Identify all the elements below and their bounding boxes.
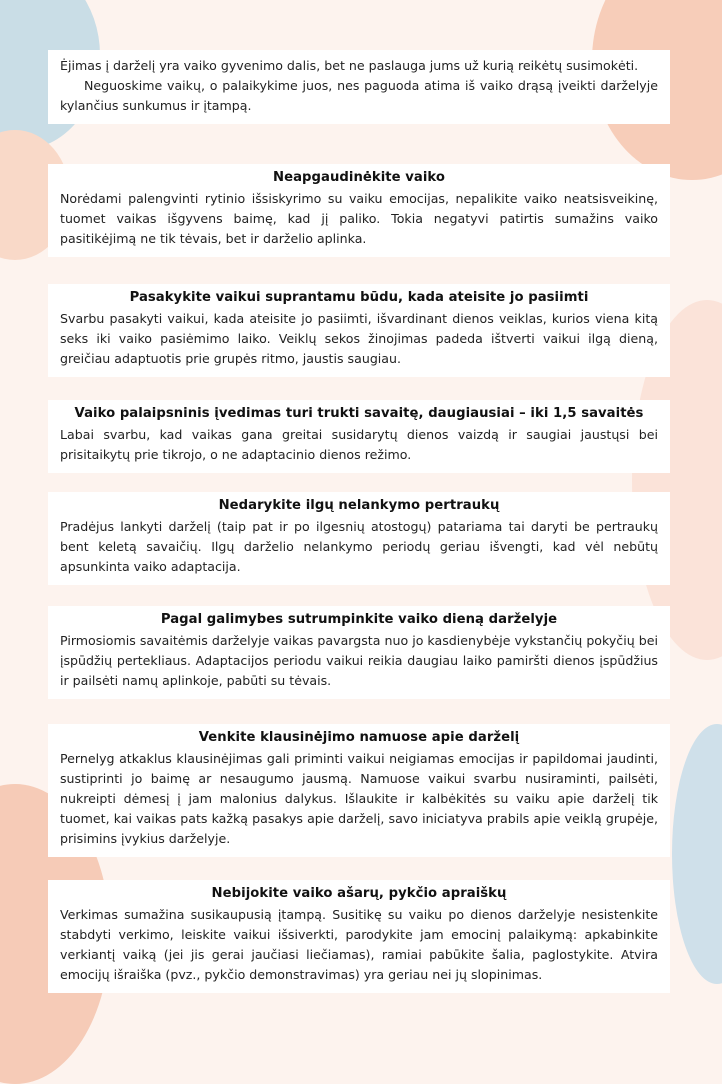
section-card: [48, 724, 670, 857]
section-card: [48, 492, 670, 585]
section-text: Verkimas sumažina susikaupusią įtampą. Susitikę su vaiku po dienos darželyje nesistenkite stabdyti verkimo, leiskite vaikui išsiverkti, parodykite jam emocinį palaikymą: apkabinkite verkiantį vaiką (jei jis gerai jaučiasi liečiamas), ramiai pabūkite šalia, paglostykite. Atvira emocijų išraiška (pvz., pykčio demonstravimas) yra geriau nei jų slopinimas.: [60, 907, 658, 982]
background-shape: [672, 724, 722, 984]
section-title: Pagal galimybes sutrumpinkite vaiko dieną darželyje: [160, 612, 558, 627]
section-card: [48, 164, 670, 257]
section-text: Svarbu pasakyti vaikui, kada ateisite jo pasiimti, išvardinant dienos veiklas, kurios viena kitą seks iki vaiko pasiėmimo laiko. Veiklų sekos žinojimas padeda ištverti vaikui ilgą dieną, greičiau adaptuotis prie grupės ritmo, jaustis saugiau.: [60, 311, 658, 366]
section-title: Venkite klausinėjimo namuose apie darželį: [198, 730, 520, 745]
intro-paragraph: Neguoskime vaikų, o palaikykime juos, nes paguoda atima iš vaiko drąsą įveikti darželyje kylančius sunkumus ir įtampą.: [60, 78, 658, 113]
section-title: Nedarykite ilgų nelankymo pertraukų: [218, 498, 500, 513]
section-text: Pradėjus lankyti darželį (taip pat ir po ilgesnių atostogų) patariama tai daryti be pertraukų bent keletą savaičių. Ilgų darželio nelankymo periodų geriau išvengti, kad vėl nebūtų apsunkinta vaiko adaptacija.: [60, 519, 658, 574]
section-text: Pirmosiomis savaitėmis darželyje vaikas pavargsta nuo jo kasdienybėje vykstančių pokyčių bei įspūdžių pertekliaus. Adaptacijos periodu vaikui reikia daugiau laiko pamiršti dienos įspūdžius ir pailsėti namų aplinkoje, pabūti su tėvais.: [60, 633, 658, 688]
section-card: [48, 880, 670, 993]
section-card: [48, 284, 670, 377]
section-title: Vaiko palaipsninis įvedimas turi trukti savaitę, daugiausiai – iki 1,5 savaitės: [74, 406, 644, 421]
section-text: Labai svarbu, kad vaikas gana greitai susidarytų dienos vaizdą ir saugiai jaustųsi bei prisitaikytų prie tikrojo, o ne adaptacinio dienos režimo.: [60, 427, 658, 462]
section-card: [48, 606, 670, 699]
section-card: [48, 400, 670, 473]
intro-card: [48, 50, 670, 124]
section-title: Neapgaudinėkite vaiko: [272, 170, 445, 185]
section-text: Norėdami palengvinti rytinio išsiskyrimo su vaiku emocijas, nepalikite vaiko neatsisveikinę, tuomet vaikas išgyvens baimę, kad jį paliko. Tokia negatyvi patirtis sumažins vaiko pasitikėjimą ne tik tėvais, bet ir darželio aplinka.: [60, 191, 658, 246]
section-title: Pasakykite vaikui suprantamu būdu, kada ateisite jo pasiimti: [129, 290, 589, 305]
section-title: Nebijokite vaiko ašarų, pykčio apraiškų: [211, 886, 507, 901]
intro-paragraph: Ėjimas į darželį yra vaiko gyvenimo dalis, bet ne paslauga jums už kurią reikėtų susimokėti.: [60, 58, 639, 73]
section-text: Pernelyg atkaklus klausinėjimas gali priminti vaikui neigiamas emocijas ir papildomai jaudinti, sustiprinti jo baimę ar nesaugumo jausmą. Namuose vaikui svarbu nusiraminti, pailsėti, nukreipti dėmesį į jam malonius dalykus. Išlaukite ir kalbėkitės su vaiku apie darželį tik tuomet, kai vaikas pats kažką pasakys apie darželį, savo iniciatyva prabils apie veiklą grupėje, prisimins įvykius darželyje.: [60, 751, 658, 846]
